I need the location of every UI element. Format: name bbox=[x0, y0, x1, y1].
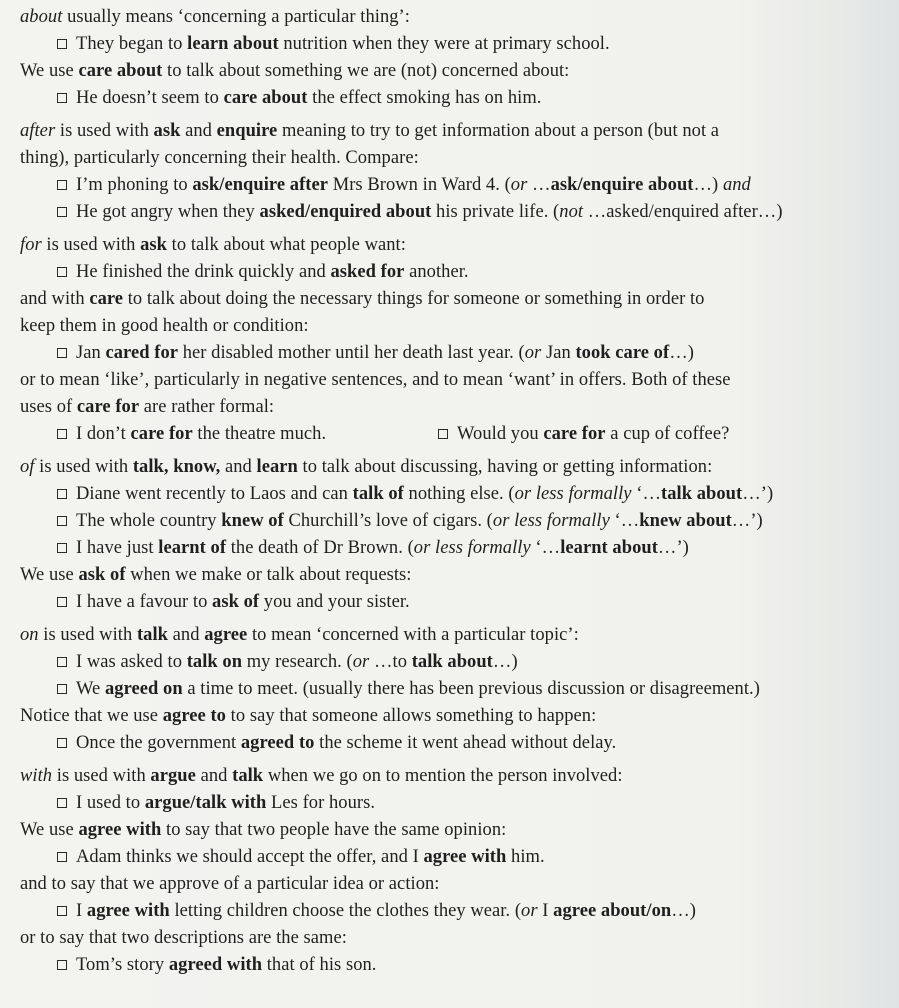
text-run: nothing else. ( bbox=[403, 484, 515, 504]
text-run: Would you bbox=[457, 424, 544, 444]
key-phrase: care about bbox=[223, 88, 308, 108]
text-run: a cup of coffee? bbox=[605, 424, 730, 444]
text-run: I don’t bbox=[76, 424, 131, 444]
example-sentence bbox=[20, 676, 892, 703]
key-phrase: ask bbox=[153, 121, 181, 141]
key-phrase: care about bbox=[78, 61, 163, 81]
key-phrase: talk about bbox=[411, 652, 493, 672]
key-phrase: talk bbox=[136, 625, 168, 645]
text-run: to talk about something we are (not) concerned about: bbox=[162, 61, 570, 81]
key-phrase: asked/enquired about bbox=[259, 202, 432, 222]
key-phrase: took care of bbox=[575, 343, 670, 363]
explanation-line bbox=[20, 817, 892, 844]
bullet-box-icon bbox=[57, 657, 67, 667]
key-phrase: argue bbox=[150, 766, 196, 786]
example-sentence bbox=[20, 481, 892, 508]
explanation-line bbox=[20, 4, 892, 31]
text-run: We use bbox=[20, 565, 79, 585]
bullet-box-icon bbox=[57, 180, 67, 190]
bullet-box-icon bbox=[57, 93, 67, 103]
text-run: and with bbox=[20, 289, 90, 309]
key-phrase: talk on bbox=[186, 652, 243, 672]
text-run: the death of Dr Brown. ( bbox=[226, 538, 414, 558]
text-run: the theatre much. bbox=[192, 424, 327, 444]
explanation-line bbox=[20, 763, 892, 790]
italic-text: with bbox=[20, 766, 53, 786]
bullet-box-icon bbox=[57, 543, 67, 553]
example-sentence bbox=[20, 85, 892, 112]
key-phrase: knew of bbox=[221, 511, 284, 531]
text-run: Adam thinks we should accept the offer, and I bbox=[76, 847, 424, 867]
key-phrase: enquire bbox=[216, 121, 278, 141]
text-run: I bbox=[76, 901, 87, 921]
text-run: his private life. ( bbox=[431, 202, 560, 222]
key-phrase: ask of bbox=[78, 565, 126, 585]
bullet-box-icon bbox=[57, 516, 67, 526]
example-sentence bbox=[20, 535, 892, 562]
text-run: and bbox=[195, 766, 233, 786]
bullet-box-icon bbox=[57, 267, 67, 277]
key-phrase: agreed on bbox=[104, 679, 183, 699]
bullet-box-icon bbox=[57, 207, 67, 217]
example-sentence bbox=[20, 790, 892, 817]
italic-text: not bbox=[559, 202, 584, 222]
text-run: I bbox=[537, 901, 554, 921]
key-phrase: asked for bbox=[330, 262, 405, 282]
text-run: … bbox=[527, 175, 551, 195]
text-run: Jan bbox=[76, 343, 106, 363]
example-sentence bbox=[20, 898, 892, 925]
text-run: …’) bbox=[742, 484, 774, 504]
text-run: We bbox=[76, 679, 105, 699]
text-run: him. bbox=[506, 847, 545, 867]
text-run: …) bbox=[671, 901, 696, 921]
explanation-line bbox=[20, 367, 892, 394]
italic-text: or less formally bbox=[514, 484, 632, 504]
key-phrase: talk, know, bbox=[132, 457, 221, 477]
text-run: I have a favour to bbox=[76, 592, 213, 612]
text-run: to talk about discussing, having or getting information: bbox=[297, 457, 713, 477]
text-run: I used to bbox=[76, 793, 145, 813]
explanation-line bbox=[20, 313, 892, 340]
text-run: I’m phoning to bbox=[76, 175, 193, 195]
text-run: …asked/enquired after…) bbox=[583, 202, 783, 222]
key-phrase: agreed to bbox=[240, 733, 315, 753]
italic-text: or less formally bbox=[492, 511, 610, 531]
italic-text: after bbox=[20, 121, 56, 141]
text-run: …’) bbox=[731, 511, 763, 531]
key-phrase: ask of bbox=[212, 592, 260, 612]
key-phrase: talk of bbox=[352, 484, 404, 504]
key-phrase: care bbox=[89, 289, 124, 309]
text-run: We use bbox=[20, 61, 79, 81]
bullet-box-icon bbox=[57, 489, 67, 499]
key-phrase: ask/enquire about bbox=[550, 175, 694, 195]
text-run: Mrs Brown in Ward 4. ( bbox=[328, 175, 511, 195]
text-run: Tom’s story bbox=[76, 955, 169, 975]
text-run: …) bbox=[492, 652, 518, 672]
bullet-box-icon bbox=[57, 39, 67, 49]
bullet-box-icon bbox=[57, 906, 67, 916]
text-run: or to say that two descriptions are the same: bbox=[20, 928, 347, 948]
explanation-line bbox=[20, 145, 892, 172]
bullet-box-icon bbox=[57, 429, 67, 439]
text-run: to say that two people have the same opinion: bbox=[161, 820, 507, 840]
text-run: I was asked to bbox=[76, 652, 187, 672]
text-run: Notice that we use bbox=[20, 706, 163, 726]
text-run: to talk about doing the necessary things for someone or something in order to bbox=[123, 289, 705, 309]
bullet-box-icon bbox=[57, 852, 67, 862]
key-phrase: learnt of bbox=[158, 538, 227, 558]
key-phrase: talk bbox=[232, 766, 264, 786]
text-run: and bbox=[180, 121, 217, 141]
text-run: He got angry when they bbox=[76, 202, 260, 222]
text-run: …’) bbox=[657, 538, 689, 558]
text-run: a time to meet. (usually there has been previous discussion or disagreement.) bbox=[182, 679, 760, 699]
key-phrase: talk about bbox=[661, 484, 743, 504]
text-run: her disabled mother until her death last year. ( bbox=[178, 343, 525, 363]
explanation-line bbox=[20, 58, 892, 85]
key-phrase: learn bbox=[256, 457, 298, 477]
text-run: ‘… bbox=[631, 484, 662, 504]
example-sentence bbox=[20, 172, 892, 199]
example-sentence bbox=[20, 421, 892, 448]
example-sentence bbox=[20, 259, 892, 286]
key-phrase: learnt about bbox=[560, 538, 658, 558]
key-phrase: care for bbox=[543, 424, 606, 444]
text-run: the effect smoking has on him. bbox=[307, 88, 542, 108]
text-run: and bbox=[168, 625, 205, 645]
explanation-line bbox=[20, 394, 892, 421]
text-run: or to mean ‘like’, particularly in negative sentences, and to mean ‘want’ in offers. Both of these bbox=[20, 370, 731, 390]
bullet-box-icon bbox=[57, 738, 67, 748]
text-run: are rather formal: bbox=[139, 397, 275, 417]
bullet-box-icon bbox=[57, 960, 67, 970]
explanation-line bbox=[20, 622, 892, 649]
key-phrase: care for bbox=[76, 397, 140, 417]
bullet-box-icon bbox=[57, 798, 67, 808]
text-run: ‘… bbox=[609, 511, 640, 531]
text-run: is used with bbox=[34, 457, 133, 477]
example-sentence bbox=[20, 340, 892, 367]
text-run: He doesn’t seem to bbox=[76, 88, 224, 108]
text-run: The whole country bbox=[76, 511, 222, 531]
key-phrase: agree with bbox=[423, 847, 507, 867]
bullet-box-icon bbox=[57, 684, 67, 694]
text-run: the scheme it went ahead without delay. bbox=[314, 733, 617, 753]
text-run: is used with bbox=[38, 625, 137, 645]
text-run: letting children choose the clothes they wear. ( bbox=[169, 901, 522, 921]
text-run: I have just bbox=[76, 538, 159, 558]
text-run: and to say that we approve of a particular idea or action: bbox=[20, 874, 440, 894]
example-sentence bbox=[20, 730, 892, 757]
italic-text: of bbox=[20, 457, 35, 477]
key-phrase: ask/enquire after bbox=[192, 175, 329, 195]
example-sentence bbox=[20, 952, 892, 979]
key-phrase: agree to bbox=[162, 706, 226, 726]
italic-text: or bbox=[521, 901, 538, 921]
explanation-line bbox=[20, 232, 892, 259]
key-phrase: ask bbox=[140, 235, 167, 255]
explanation-line bbox=[20, 925, 892, 952]
key-phrase: agree bbox=[204, 625, 248, 645]
text-run: He finished the drink quickly and bbox=[76, 262, 331, 282]
text-run: to talk about what people want: bbox=[166, 235, 406, 255]
italic-text: or bbox=[524, 343, 542, 363]
key-phrase: cared for bbox=[105, 343, 179, 363]
text-run: is used with bbox=[55, 121, 154, 141]
text-run: meaning to try to get information about a person (but not a bbox=[277, 121, 720, 141]
example-sentence bbox=[20, 31, 892, 58]
explanation-line bbox=[20, 871, 892, 898]
italic-text: on bbox=[20, 625, 39, 645]
italic-text: or bbox=[510, 175, 528, 195]
text-run: when we go on to mention the person involved: bbox=[263, 766, 623, 786]
italic-text: about bbox=[20, 7, 63, 27]
example-sentence bbox=[20, 508, 892, 535]
italic-text: for bbox=[20, 235, 42, 255]
key-phrase: agree about/on bbox=[553, 901, 672, 921]
text-run: keep them in good health or condition: bbox=[20, 316, 309, 336]
explanation-line bbox=[20, 454, 892, 481]
text-run: and bbox=[220, 457, 257, 477]
example-sentence bbox=[20, 649, 892, 676]
text-run: …) bbox=[669, 343, 694, 363]
text-run: They began to bbox=[76, 34, 188, 54]
grammar-notes bbox=[20, 4, 892, 979]
key-phrase: argue/talk with bbox=[144, 793, 267, 813]
text-run: that of his son. bbox=[262, 955, 377, 975]
text-run: Jan bbox=[541, 343, 576, 363]
text-run: Les for hours. bbox=[266, 793, 376, 813]
bullet-box-icon bbox=[57, 597, 67, 607]
text-run: another. bbox=[404, 262, 469, 282]
key-phrase: care for bbox=[130, 424, 193, 444]
text-run: nutrition when they were at primary school. bbox=[278, 34, 610, 54]
italic-text: or less formally bbox=[413, 538, 531, 558]
text-run: my research. ( bbox=[242, 652, 353, 672]
italic-text: and bbox=[722, 175, 751, 195]
text-run: …) bbox=[693, 175, 723, 195]
text-run: to mean ‘concerned with a particular topic’: bbox=[247, 625, 579, 645]
key-phrase: knew about bbox=[639, 511, 732, 531]
explanation-line bbox=[20, 286, 892, 313]
text-run: Once the government bbox=[76, 733, 241, 753]
text-run: is used with bbox=[41, 235, 141, 255]
example-sentence bbox=[20, 589, 892, 616]
text-run: to say that someone allows something to happen: bbox=[226, 706, 597, 726]
key-phrase: agree with bbox=[78, 820, 162, 840]
explanation-line bbox=[20, 118, 892, 145]
bullet-box-icon bbox=[57, 348, 67, 358]
text-run: usually means ‘concerning a particular thing’: bbox=[62, 7, 410, 27]
italic-text: or bbox=[352, 652, 370, 672]
text-run: is used with bbox=[52, 766, 151, 786]
example-sentence bbox=[20, 199, 892, 226]
text-run: Churchill’s love of cigars. ( bbox=[283, 511, 493, 531]
text-run: you and your sister. bbox=[259, 592, 410, 612]
example-sentence-second bbox=[438, 421, 729, 448]
text-run: when we make or talk about requests: bbox=[125, 565, 412, 585]
key-phrase: agreed with bbox=[168, 955, 263, 975]
key-phrase: learn about bbox=[187, 34, 279, 54]
text-run: Diane went recently to Laos and can bbox=[76, 484, 353, 504]
text-run: thing), particularly concerning their health. Compare: bbox=[20, 148, 419, 168]
text-run: We use bbox=[20, 820, 79, 840]
explanation-line bbox=[20, 562, 892, 589]
example-sentence bbox=[20, 844, 892, 871]
text-run: ‘… bbox=[530, 538, 561, 558]
text-run: …to bbox=[369, 652, 412, 672]
key-phrase: agree with bbox=[86, 901, 170, 921]
explanation-line bbox=[20, 703, 892, 730]
text-run: uses of bbox=[20, 397, 77, 417]
bullet-box-icon bbox=[438, 429, 448, 439]
